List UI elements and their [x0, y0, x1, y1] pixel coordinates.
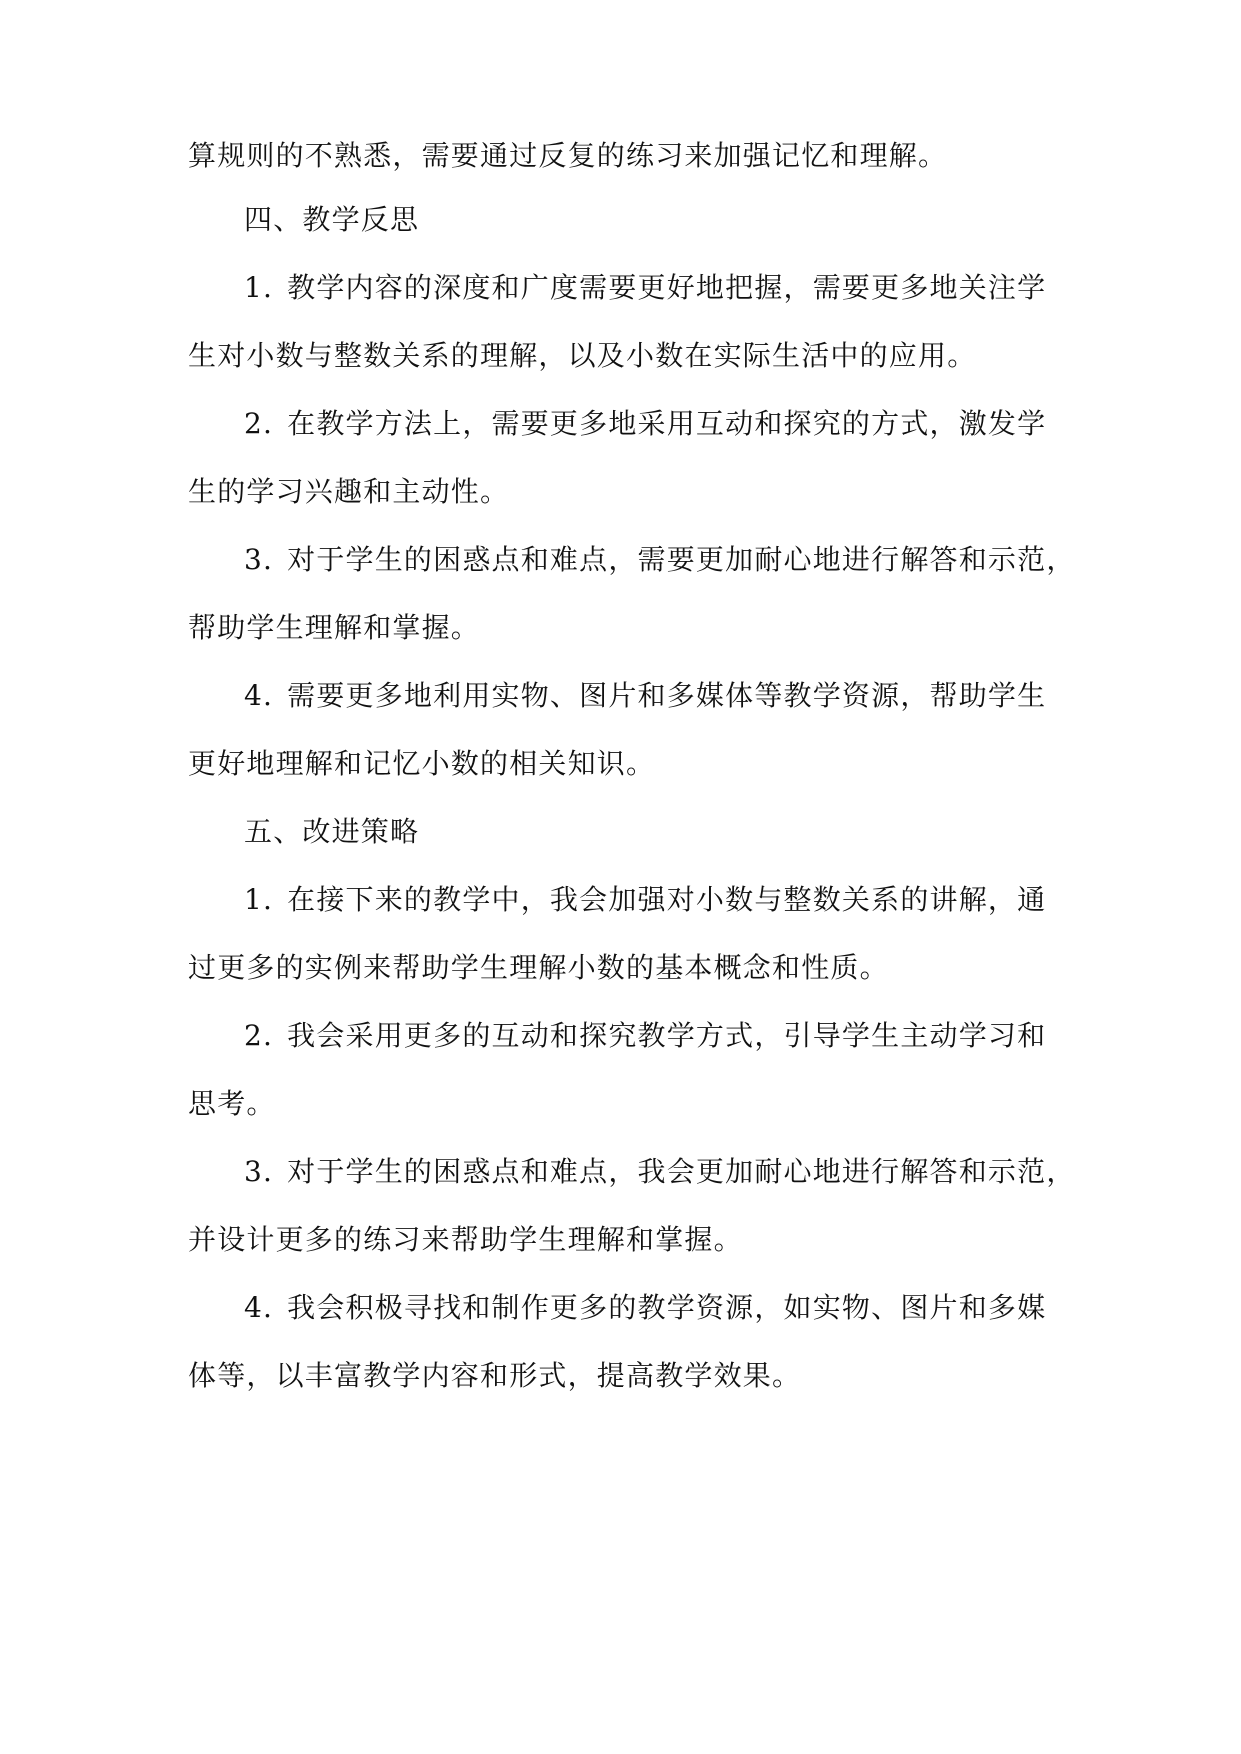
text-line: 生对小数与整数关系的理解，以及小数在实际生活中的应用。 — [188, 339, 977, 372]
text-line: 更好地理解和记忆小数的相关知识。 — [188, 747, 656, 780]
text-line: 体等，以丰富教学内容和形式，提高教学效果。 — [188, 1359, 802, 1392]
text-line: 对于学生的困惑点和难点，我会更加耐心地进行解答和示范， — [287, 1155, 1076, 1188]
strategy-item-2-cont — [188, 1084, 1068, 1124]
text-line: 在教学方法上，需要更多地采用互动和探究的方式，激发学 — [287, 407, 1047, 440]
reflection-item-4 — [244, 676, 1124, 716]
item-number: 4. — [244, 1291, 274, 1324]
text-line: 需要更多地利用实物、图片和多媒体等教学资源，帮助学生 — [287, 679, 1047, 712]
text-line: 帮助学生理解和掌握。 — [188, 611, 481, 644]
text-line: 思考。 — [188, 1087, 276, 1120]
text-line: 在接下来的教学中，我会加强对小数与整数关系的讲解，通 — [287, 883, 1047, 916]
text-line: 我会采用更多的互动和探究教学方式，引导学生主动学习和 — [287, 1019, 1047, 1052]
heading-text: 四、教学反思 — [244, 203, 420, 236]
reflection-item-4-cont — [188, 744, 1068, 784]
reflection-item-3 — [244, 540, 1124, 580]
strategy-item-3-cont — [188, 1220, 1068, 1260]
strategy-item-3 — [244, 1152, 1124, 1192]
text-line: 算规则的不熟悉，需要通过反复的练习来加强记忆和理解。 — [188, 139, 948, 172]
strategy-item-2 — [244, 1016, 1124, 1056]
reflection-item-1-cont — [188, 336, 1068, 376]
reflection-item-2 — [244, 404, 1124, 444]
heading-text: 五、改进策略 — [244, 815, 420, 848]
section-heading-strategy — [244, 812, 1124, 852]
text-line: 过更多的实例来帮助学生理解小数的基本概念和性质。 — [188, 951, 889, 984]
paragraph-continuation — [188, 136, 1068, 176]
reflection-item-2-cont — [188, 472, 1068, 512]
strategy-item-1-cont — [188, 948, 1068, 988]
reflection-item-1 — [244, 268, 1124, 308]
item-number: 4. — [244, 679, 274, 712]
text-line: 生的学习兴趣和主动性。 — [188, 475, 510, 508]
item-number: 2. — [244, 1019, 274, 1052]
reflection-item-3-cont — [188, 608, 1068, 648]
text-line: 并设计更多的练习来帮助学生理解和掌握。 — [188, 1223, 743, 1256]
item-number: 1. — [244, 271, 274, 304]
section-heading-reflection — [244, 200, 1124, 240]
item-number: 2. — [244, 407, 274, 440]
strategy-item-4 — [244, 1288, 1124, 1328]
text-line: 教学内容的深度和广度需要更好地把握，需要更多地关注学 — [287, 271, 1047, 304]
item-number: 1. — [244, 883, 274, 916]
strategy-item-4-cont — [188, 1356, 1068, 1396]
item-number: 3. — [244, 543, 274, 576]
text-line: 对于学生的困惑点和难点，需要更加耐心地进行解答和示范， — [287, 543, 1076, 576]
strategy-item-1 — [244, 880, 1124, 920]
item-number: 3. — [244, 1155, 274, 1188]
text-line: 我会积极寻找和制作更多的教学资源，如实物、图片和多媒 — [287, 1291, 1047, 1324]
